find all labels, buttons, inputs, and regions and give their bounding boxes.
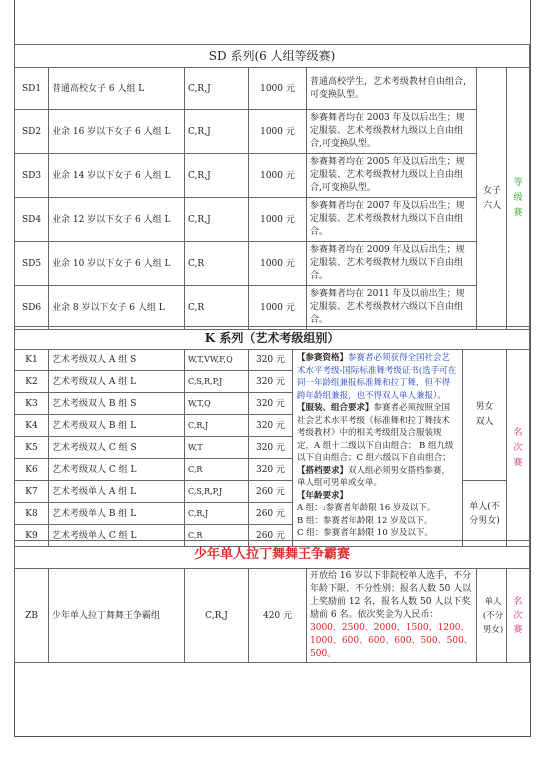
row-name: 艺术考级双人 C 组 S <box>49 437 185 459</box>
k-requirements <box>293 350 463 547</box>
sd-category-label: 等级赛 <box>513 178 523 218</box>
table-row <box>15 110 530 154</box>
k-category-cell <box>507 350 530 547</box>
row-desc: 参赛舞者均在 2011 年及以前出生；规定服装、艺术考级教材六级以下自由组合。 <box>307 286 477 330</box>
row-fee: 320 元 <box>249 350 293 371</box>
row-desc: 参赛舞者均在 2009 年及以后出生；规定服装、艺术考级教材九级以下自由组合。 <box>307 242 477 286</box>
req-text-costume: 参赛者必须按照全国社会艺术水平考级《标准舞和拉丁舞技术考级教材》中的相关考级组及合服装规定，A 组十二级以下自由组合； B 组九级以下自由组合；C 组六级以下自由组合； <box>297 403 454 463</box>
row-code: K1 <box>15 350 49 371</box>
req-text-partner: 双人组必须男女搭档参赛，单人组可男单或女单。 <box>297 465 451 488</box>
req-title-age: 【年龄要求】 <box>297 490 349 501</box>
row-dance: W,T,Q <box>185 393 249 415</box>
row-fee: 320 元 <box>249 371 293 393</box>
zb-title: 少年单人拉丁舞舞王争霸赛 <box>15 541 530 569</box>
table-row <box>15 242 530 286</box>
row-dance: C,R <box>185 459 249 481</box>
row-dance: W,T <box>185 437 249 459</box>
row-dance: C,R,J <box>185 68 249 110</box>
k-group-single-cell <box>463 481 507 547</box>
row-name: 业余 16 岁以下女子 6 人组 L <box>49 110 185 154</box>
row-name: 业余 8 岁以下女子 6 人组 L <box>49 286 185 330</box>
row-code: SD6 <box>15 286 49 330</box>
table-row <box>15 68 530 110</box>
row-name: 艺术考级双人 B 组 L <box>49 415 185 437</box>
row-dance: C,R <box>185 286 249 330</box>
table-row <box>15 569 530 663</box>
row-name: 艺术考级双人 A 组 L <box>49 371 185 393</box>
req-age-b: B 组：参赛者年龄限 12 岁及以下。 <box>297 515 433 526</box>
row-dance: C,S,R,P,J <box>185 371 249 393</box>
row-fee: 260 元 <box>249 503 293 525</box>
k-group-pair-cell <box>463 350 507 481</box>
row-code: K5 <box>15 437 49 459</box>
row-desc: 参赛舞者均在 2005 年及以后出生；规定服装、艺术考级教材九级以上自由组合,可变换队型。 <box>307 154 477 198</box>
row-code: K8 <box>15 503 49 525</box>
table-row <box>15 154 530 198</box>
zb-desc-cell <box>307 569 477 663</box>
row-code: K2 <box>15 371 49 393</box>
zb-category-cell <box>507 569 530 663</box>
row-code: SD5 <box>15 242 49 286</box>
row-dance: C,R,J <box>185 110 249 154</box>
row-dance: C,R,J <box>185 415 249 437</box>
row-fee: 1000 元 <box>249 110 307 154</box>
zb-group-cell <box>477 569 507 663</box>
row-desc: 参赛舞者均在 2007 年及以后出生；规定服装、艺术考级教材九级以下自由组合。 <box>307 198 477 242</box>
req-title-costume: 【服装、组合要求】 <box>297 403 374 413</box>
sd-group-label: 女子六人 <box>482 185 501 211</box>
row-fee: 260 元 <box>249 481 293 503</box>
row-dance: C,R,J <box>185 154 249 198</box>
row-dance: C,R <box>185 525 249 547</box>
row-code: K7 <box>15 481 49 503</box>
row-fee: 1000 元 <box>249 68 307 110</box>
row-dance: C,R <box>185 242 249 286</box>
row-fee: 1000 元 <box>249 154 307 198</box>
table-row <box>15 286 530 330</box>
k-group-single: 单人(不分男女) <box>469 501 500 526</box>
row-name: 业余 12 岁以下女子 6 人组 L <box>49 198 185 242</box>
req-title-eligibility: 【参赛资格】 <box>297 353 349 363</box>
row-dance: C,R,J <box>185 569 249 663</box>
row-code: SD3 <box>15 154 49 198</box>
row-desc: 普通高校学生，艺术考级教材自由组合，可变换队型。 <box>307 68 477 110</box>
row-desc: 参赛舞者均在 2003 年及以后出生；规定服装、艺术考级教材九级以上自由组合,可变换队型。 <box>307 110 477 154</box>
zb-group: 单人(不分男女) <box>482 596 504 635</box>
row-fee: 1000 元 <box>249 242 307 286</box>
sd-group-cell <box>477 68 507 330</box>
row-fee: 1000 元 <box>249 286 307 330</box>
row-fee: 420 元 <box>249 569 307 663</box>
row-name: 少年单人拉丁舞舞王争霸组 <box>49 569 185 663</box>
row-code: SD4 <box>15 198 49 242</box>
table-row <box>15 198 530 242</box>
row-name: 艺术考级双人 A 组 S <box>49 350 185 371</box>
row-fee: 320 元 <box>249 415 293 437</box>
sd-title: SD 系列(6 人组等级赛) <box>15 45 530 68</box>
row-name: 艺术考级双人 C 组 L <box>49 459 185 481</box>
zb-desc: 开放给 16 岁以下非院校单人选手，不分年龄下限、不分性别；报名人数 50 人以上奖励前 12 名，报名人数 50 人以下奖励前 6 名。依次奖金为人民币： <box>310 571 472 620</box>
row-fee: 320 元 <box>249 459 293 481</box>
row-code: K6 <box>15 459 49 481</box>
k-group-pair: 男女双人 <box>475 402 494 427</box>
row-dance: W,T,VW,F,Q <box>185 350 249 371</box>
req-age-a: A 组：:参赛者年龄限 16 岁及以下。 <box>297 503 436 513</box>
row-fee: 320 元 <box>249 393 293 415</box>
row-name: 业余 10 岁以下女子 6 人组 L <box>49 242 185 286</box>
row-dance: C,R,J <box>185 503 249 525</box>
row-dance: C,S,R,P,J <box>185 481 249 503</box>
row-dance: C,R,J <box>185 198 249 242</box>
row-name: 普通高校女子 6 人组 L <box>49 68 185 110</box>
row-fee: 260 元 <box>249 525 293 547</box>
zb-prizes: 3000、2500、2000、1500、1200、1000、600、600、600、500、500、500。 <box>310 623 473 659</box>
zb-category: 名次赛 <box>513 596 523 635</box>
row-name: 艺术考级双人 B 组 S <box>49 393 185 415</box>
row-name: 业余 14 岁以下女子 6 人组 L <box>49 154 185 198</box>
row-code: K4 <box>15 415 49 437</box>
k-title: K 系列（艺术考级组别） <box>15 327 530 350</box>
row-code: ZB <box>15 569 49 663</box>
req-age-c: C 组：参赛者年龄限 10 岁及以下。 <box>297 528 433 538</box>
row-name: 艺术考级单人 A 组 L <box>49 481 185 503</box>
row-name: 艺术考级单人 C 组 L <box>49 525 185 547</box>
zb-table <box>14 540 530 663</box>
req-title-partner: 【搭档要求】 <box>297 465 349 476</box>
k-category-label: 名次赛 <box>513 427 523 468</box>
sd-table <box>14 44 530 330</box>
row-code: SD1 <box>15 68 49 110</box>
row-code: K3 <box>15 393 49 415</box>
req-text-eligibility: 参赛者必须获得全国社会艺术水平考级-国际标准舞考级证书(选手可在同一年龄组兼报标准舞和拉丁舞，但不得跨年龄组兼报，也不得双人单人兼报）。 <box>297 353 457 401</box>
row-fee: 320 元 <box>249 437 293 459</box>
row-code: SD2 <box>15 110 49 154</box>
k-table <box>14 326 530 547</box>
row-name: 艺术考级单人 B 组 L <box>49 503 185 525</box>
sd-category-cell <box>507 68 530 330</box>
row-code: K9 <box>15 525 49 547</box>
row-fee: 1000 元 <box>249 198 307 242</box>
table-row <box>15 350 530 371</box>
